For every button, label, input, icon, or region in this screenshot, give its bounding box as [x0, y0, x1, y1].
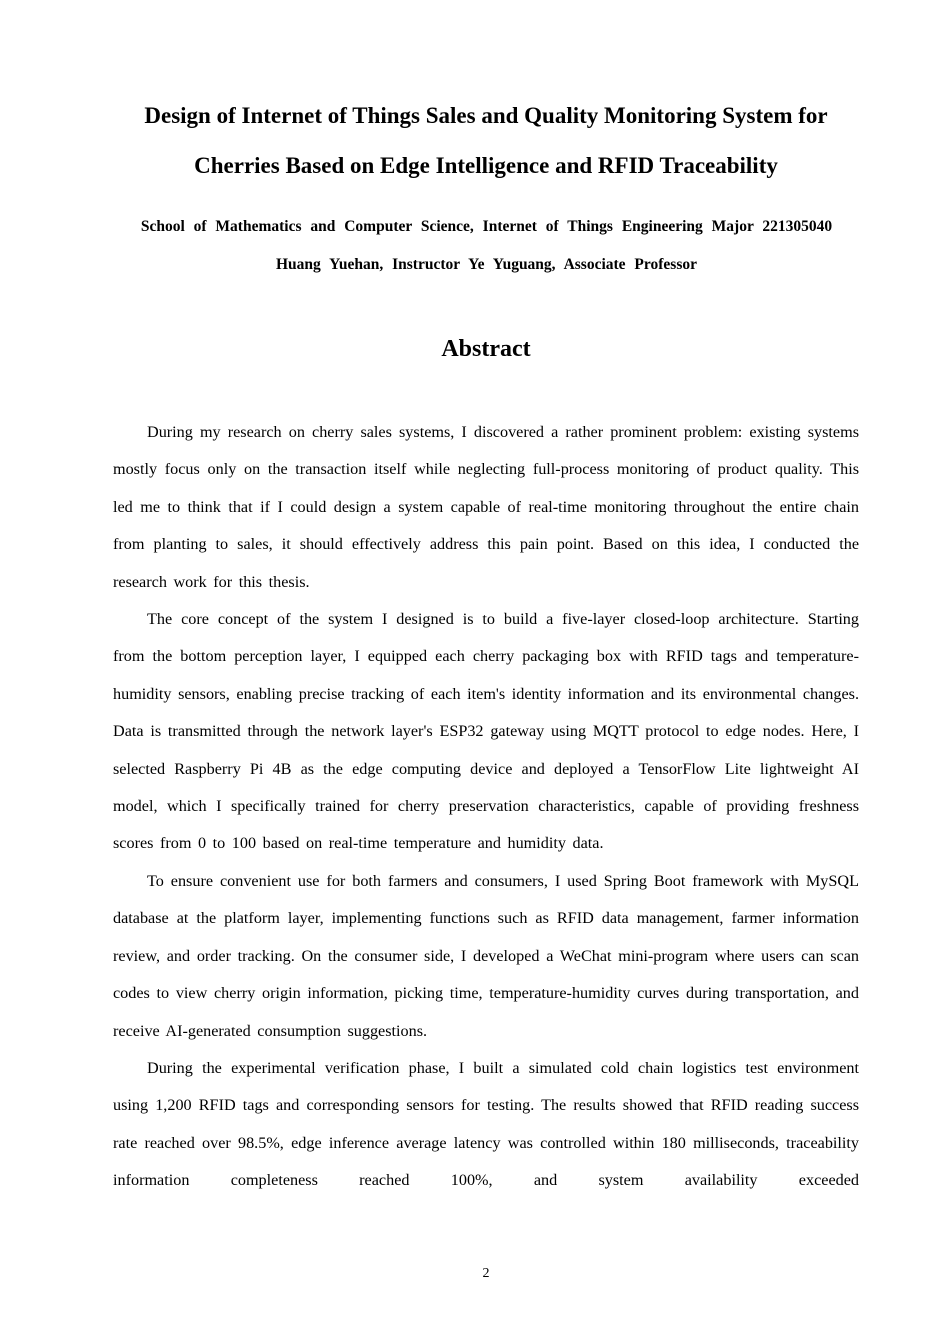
abstract-paragraph-3: To ensure convenient use for both farmers and consumers, I used Spring Boot framework with MySQL database at the platform layer, implementing functions such as RFID data management, farmer information review, and order tracking. On the consumer side, I developed a WeChat mini-program where users can scan codes to view cherry origin information, picking time, temperature-humidity curves during transportation, and receive AI-generated consumption suggestions.	[113, 871, 859, 1040]
title-line-2: Cherries Based on Edge Intelligence and RFID Traceability	[194, 153, 778, 178]
abstract-body	[113, 414, 859, 1200]
abstract-paragraph-2: The core concept of the system I designed is to build a five-layer closed-loop architecture. Starting from the bottom perception layer, I equipped each cherry packaging box with RFID tags and temperature-humidity sensors, enabling precise tracking of each item's identity information and its environmental changes. Data is transmitted through the network layer's ESP32 gateway using MQTT protocol to edge nodes. Here, I selected Raspberry Pi 4B as the edge computing device and deployed a TensorFlow Lite lightweight AI model, which I specifically trained for cherry preservation characteristics, capable of providing freshness scores from 0 to 100 based on real-time temperature and humidity data.	[113, 610, 859, 853]
abstract-heading: Abstract	[441, 336, 531, 362]
affiliation-line-1: School of Mathematics and Computer Science, Internet of Things Engineering Major 221305040	[140, 218, 833, 235]
abstract-paragraph-4: During the experimental verification phase, I built a simulated cold chain logistics test environment using 1,200 RFID tags and corresponding sensors for testing. The results showed that RFID reading success rate reached over 98.5%, edge inference average latency was controlled within 180 milliseconds, traceability information completeness reached 100%, and system availability exceeded	[113, 1058, 859, 1190]
title-line-1: Design of Internet of Things Sales and Quality Monitoring System for	[144, 103, 828, 128]
abstract-paragraph-1: During my research on cherry sales systems, I discovered a rather prominent problem: existing systems mostly focus only on the transaction itself while neglecting full-process monitoring of product quality. This led me to think that if I could design a system capable of real-time monitoring throughout the entire chain from planting to sales, it should effectively address this pain point. Based on this idea, I conducted the research work for this thesis.	[113, 423, 859, 591]
document-title	[100, 91, 872, 191]
affiliation-line-2: Huang Yuehan, Instructor Ye Yuguang, Associate Professor	[276, 256, 697, 273]
author-affiliation	[108, 208, 865, 284]
page-number: 2	[482, 1266, 490, 1281]
